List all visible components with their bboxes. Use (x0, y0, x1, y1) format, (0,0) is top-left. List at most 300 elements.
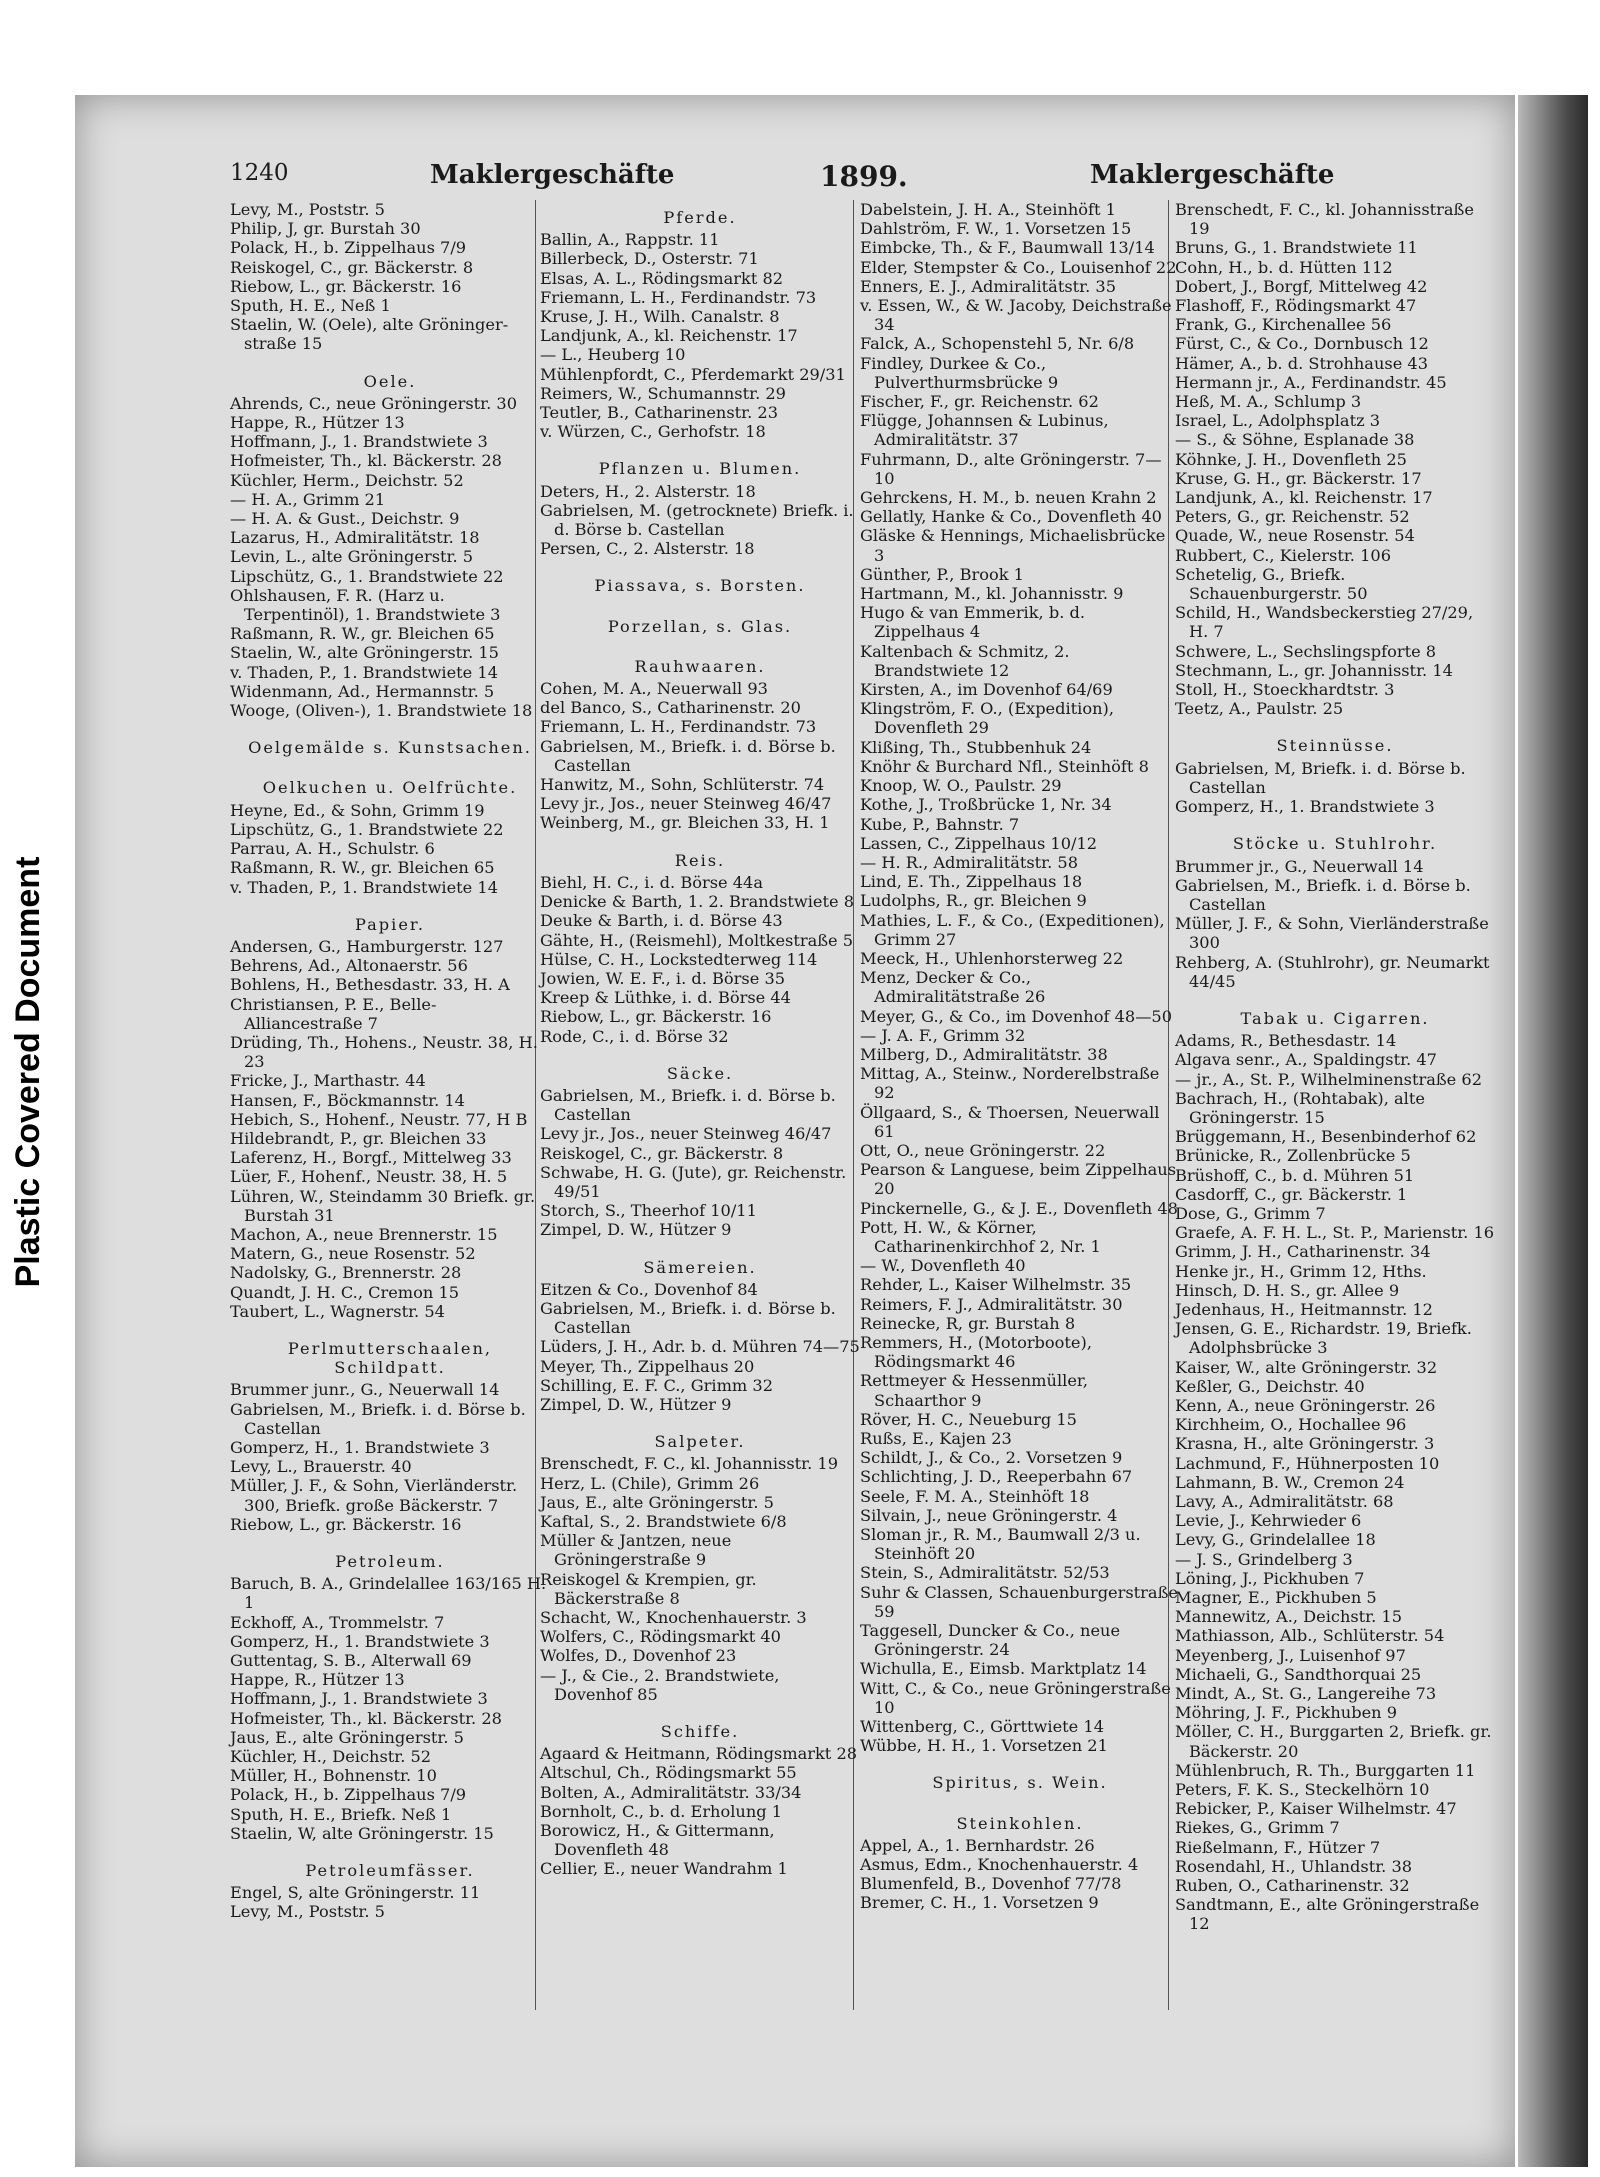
directory-entry: Landjunk, A., kl. Reichenstr. 17 (540, 326, 798, 346)
directory-entry: Remmers, H., (Motorboote), Rödingsmarkt 46 (860, 1332, 1092, 1372)
directory-entry: Seele, F. M. A., Steinhöft 18 (860, 1486, 1090, 1506)
directory-entry: Pott, H. W., & Körner, Catharinenkirchhof 2, Nr. 1 (860, 1217, 1101, 1256)
directory-entry: Möller, C. H., Burggarten 2, Briefk. gr. Bäckerstr. 20 (1175, 1722, 1492, 1761)
section-heading: Petroleumfässer. (305, 1861, 475, 1881)
directory-entry: Brummer junr., G., Neuerwall 14 (230, 1380, 500, 1400)
directory-entry: Elsas, A. L., Rödingsmarkt 82 (540, 268, 784, 288)
directory-entry: Reimers, F. J., Admiralitätstr. 30 (860, 1294, 1123, 1314)
directory-entry: Blumenfeld, B., Dovenhof 77/78 (860, 1874, 1122, 1894)
directory-entry: Mannewitz, A., Deichstr. 15 (1175, 1607, 1403, 1627)
directory-entry: Graefe, A. F. H. L., St. P., Marienstr. 16 (1175, 1223, 1495, 1243)
directory-entry: Falck, A., Schopenstehl 5, Nr. 6/8 (860, 334, 1135, 354)
section-heading: Steinkohlen. (956, 1813, 1084, 1833)
page-number: 1240 (230, 160, 289, 186)
directory-entry: Peters, G., gr. Reichenstr. 52 (1175, 507, 1410, 527)
directory-entry: Stoll, H., Stoeckhardtstr. 3 (1175, 680, 1395, 700)
spacer (230, 720, 550, 730)
directory-entry: Schacht, W., Knochenhauerstr. 3 (540, 1608, 807, 1627)
directory-entry: Schlichting, J. D., Reeperbahn 67 (860, 1467, 1133, 1487)
directory-entry: Reiskogel, C., gr. Bäckerstr. 8 (230, 257, 474, 277)
directory-entry: — H. R., Admiralitätstr. 58 (860, 852, 1079, 872)
directory-entry: Polack, H., b. Zippelhaus 7/9 (230, 1785, 467, 1805)
directory-entry: Levie, J., Kehrwieder 6 (1175, 1511, 1362, 1531)
directory-entry: Kruse, J. H., Wilh. Canalstr. 8 (540, 307, 780, 327)
directory-entry: Brenschedt, F. C., kl. Johannisstraße 19 (1175, 200, 1474, 239)
section-heading: Oelgemälde s. Kunstsachen. (248, 738, 532, 758)
directory-entry: Levin, L., alte Gröningerstr. 5 (230, 547, 474, 567)
directory-entry: Denicke & Barth, 1. 2. Brandstwiete 8 (540, 892, 855, 912)
directory-entry: Zimpel, D. W., Hützer 9 (540, 1220, 732, 1240)
directory-entry: v. Thaden, P., 1. Brandstwiete 14 (230, 877, 499, 897)
directory-entry: Magner, E., Pickhuben 5 (1175, 1588, 1377, 1608)
directory-entry: Mittag, A., Steinw., Norderelbstraße 92 (860, 1064, 1160, 1103)
section-heading: Papier. (354, 914, 426, 934)
directory-entry: Rehder, L., Kaiser Wilhelmstr. 35 (860, 1275, 1132, 1295)
directory-entry: Nadolsky, G., Brennerstr. 28 (230, 1263, 462, 1283)
directory-entry: Adams, R., Bethesdastr. 14 (1175, 1031, 1397, 1051)
directory-entry: Ludolphs, R., gr. Bleichen 9 (860, 891, 1087, 911)
directory-entry: Casdorff, C., gr. Bäckerstr. 1 (1175, 1184, 1408, 1204)
directory-entry: Elder, Stempster & Co., Louisenhof 22 (860, 257, 1177, 277)
directory-entry: Behrens, Ad., Altonaerstr. 56 (230, 956, 468, 976)
directory-entry: Parrau, A. H., Schulstr. 6 (230, 839, 435, 859)
directory-entry: Engel, S, alte Gröningerstr. 11 (230, 1883, 481, 1903)
directory-entry: Machon, A., neue Brennerstr. 15 (230, 1224, 498, 1244)
section-heading: Pferde. (663, 208, 737, 227)
spacer (540, 1046, 860, 1056)
directory-column-2 (540, 200, 860, 1879)
directory-entry: Fricke, J., Marthastr. 44 (230, 1071, 426, 1091)
directory-entry: Krasna, H., alte Gröningerstr. 3 (1175, 1434, 1435, 1454)
directory-entry: Kaftal, S., 2. Brandstwiete 6/8 (540, 1511, 787, 1531)
directory-entry: Levy jr., Jos., neuer Steinweg 46/47 (540, 1124, 832, 1144)
directory-entry: Kruse, G. H., gr. Bäckerstr. 17 (1175, 468, 1422, 488)
directory-entry: v. Würzen, C., Gerhofstr. 18 (540, 422, 766, 442)
section-heading: Oele. (363, 371, 417, 391)
directory-entry: — J. A. F., Grimm 32 (860, 1025, 1026, 1045)
directory-entry: Gomperz, H., 1. Brandstwiete 3 (230, 1437, 490, 1457)
directory-entry: Israel, L., Adolphsplatz 3 (1175, 411, 1381, 431)
spacer (1175, 991, 1495, 1001)
section-heading: Perlmutterschaalen, Schildpatt. (287, 1338, 493, 1378)
section-heading: Spiritus, s. Wein. (932, 1773, 1108, 1793)
directory-entry: Eimbcke, Th., & F., Baumwall 13/14 (860, 238, 1155, 258)
directory-entry: Raßmann, R. W., gr. Bleichen 65 (230, 624, 495, 644)
directory-entry: Müller, J. F., & Sohn, Vierländerstr. 300, Briefk. große Bäckerstr. 7 (230, 1476, 518, 1515)
directory-entry: Frank, G., Kirchenallee 56 (1175, 315, 1392, 335)
directory-entry: Hanwitz, M., Sohn, Schlüterstr. 74 (540, 775, 825, 795)
directory-entry: Levy, M., Poststr. 5 (230, 200, 385, 219)
directory-entry: Lüer, F., Hohenf., Neustr. 38, H. 5 (230, 1167, 508, 1187)
directory-entry: Bachrach, H., (Rohtabak), alte Gröningerstr. 15 (1175, 1088, 1425, 1127)
directory-entry: Staelin, W. (Oele), alte Gröninger-straße 15 (230, 315, 509, 354)
directory-entry: Riebow, L., gr. Bäckerstr. 16 (230, 1514, 462, 1534)
directory-entry: del Banco, S., Catharinenstr. 20 (540, 698, 801, 718)
directory-entry: Michaeli, G., Sandthorquai 25 (1175, 1664, 1422, 1684)
directory-entry: Meyer, G., & Co., im Dovenhof 48—50 (860, 1006, 1172, 1026)
directory-entry: Sputh, H. E., Neß 1 (230, 296, 391, 316)
directory-entry: Gomperz, H., 1. Brandstwiete 3 (230, 1631, 490, 1651)
directory-entry: v. Essen, W., & W. Jacoby, Deichstraße 34 (860, 296, 1172, 335)
directory-entry: Schild, H., Wandsbeckerstieg 27/29, H. 7 (1175, 603, 1474, 642)
section-heading: Schiffe. (660, 1722, 740, 1742)
directory-entry: Brüggemann, H., Besenbinderhof 62 (1175, 1127, 1477, 1147)
directory-entry: Zimpel, D. W., Hützer 9 (540, 1394, 732, 1414)
directory-entry: Laferenz, H., Borgf., Mittelweg 33 (230, 1148, 512, 1168)
section-heading: Porzellan, s. Glas. (607, 616, 793, 636)
directory-entry: — J. S., Grindelberg 3 (1175, 1549, 1353, 1569)
directory-entry: — jr., A., St. P., Wilhelminenstraße 62 (1175, 1069, 1482, 1089)
directory-entry: Borowicz, H., & Gittermann, Dovenfleth 48 (540, 1821, 775, 1860)
directory-entry: Lavy, A., Admiralitätstr. 68 (1175, 1492, 1394, 1511)
directory-entry: Müller, H., Bohnenstr. 10 (230, 1766, 437, 1786)
directory-entry: Schwere, L., Sechslingspforte 8 (1175, 641, 1437, 661)
directory-entry: Hildebrandt, P., gr. Bleichen 33 (230, 1128, 487, 1148)
spacer (540, 1414, 860, 1424)
spine-margin (0, 0, 52, 2177)
directory-entry: Meyer, Th., Zippelhaus 20 (540, 1356, 755, 1376)
directory-entry: Jaus, E., alte Gröningerstr. 5 (230, 1727, 464, 1747)
directory-entry: Hoffmann, J., 1. Brandstwiete 3 (230, 1689, 488, 1709)
directory-entry: Riebow, L., gr. Bäckerstr. 16 (540, 1007, 772, 1027)
directory-entry: Levy, M., Poststr. 5 (230, 1902, 385, 1922)
directory-entry: Rebicker, P., Kaiser Wilhelmstr. 47 (1175, 1799, 1457, 1819)
directory-entry: Lahmann, B. W., Cremon 24 (1175, 1472, 1405, 1492)
section-heading: Säcke. (666, 1063, 734, 1083)
directory-entry: Gläske & Hennings, Michaelisbrücke 3 (860, 526, 1166, 565)
spacer (540, 1240, 860, 1250)
directory-entry: Wittenberg, C., Görttwiete 14 (860, 1717, 1104, 1737)
directory-entry: Hülse, C. H., Lockstedterweg 114 (540, 949, 818, 969)
directory-entry: Röver, H. C., Neueburg 15 (860, 1409, 1077, 1429)
directory-entry: Gabrielsen, M., Briefk. i. d. Börse b. Castellan (540, 1298, 836, 1338)
directory-entry: Billerbeck, D., Osterstr. 71 (540, 249, 759, 269)
directory-entry: Gabrielsen, M, Briefk. i. d. Börse b. Castellan (1175, 758, 1466, 797)
directory-entry: Dabelstein, J. H. A., Steinhöft 1 (860, 200, 1116, 219)
directory-entry: Gehrckens, H. M., b. neuen Krahn 2 (860, 488, 1157, 508)
directory-entry: Happe, R., Hützer 13 (230, 1670, 405, 1690)
directory-entry: Grimm, J. H., Catharinenstr. 34 (1175, 1242, 1431, 1262)
directory-entry: Hofmeister, Th., kl. Bäckerstr. 28 (230, 451, 502, 471)
directory-entry: Lachmund, F., Hühnerposten 10 (1175, 1453, 1440, 1473)
directory-entry: Heß, M. A., Schlump 3 (1175, 392, 1362, 412)
directory-entry: Mindt, A., St. G., Langereihe 73 (1175, 1684, 1437, 1704)
directory-entry: Suhr & Classen, Schauenburgerstraße 59 (860, 1582, 1178, 1621)
directory-entry: Menz, Decker & Co., Admiralitätstraße 26 (860, 968, 1046, 1007)
spacer (230, 1321, 550, 1331)
directory-entry: Hoffmann, J., 1. Brandstwiete 3 (230, 432, 488, 452)
directory-entry: Henke jr., H., Grimm 12, Hths. (1175, 1261, 1427, 1281)
directory-entry: Keßler, G., Deichstr. 40 (1175, 1376, 1365, 1396)
directory-entry: Riebow, L., gr. Bäckerstr. 16 (230, 276, 462, 296)
directory-entry: Storch, S., Theerhof 10/11 (540, 1201, 757, 1221)
directory-entry: Cellier, E., neuer Wandrahm 1 (540, 1859, 788, 1879)
running-year: 1899. (820, 160, 908, 193)
directory-entry: Günther, P., Brook 1 (860, 564, 1024, 584)
directory-entry: Fürst, C., & Co., Dornbusch 12 (1175, 334, 1429, 354)
directory-entry: Lüders, J. H., Adr. b. d. Mühren 74—75 (540, 1337, 860, 1357)
directory-entry: Lipschütz, G., 1. Brandstwiete 22 (230, 566, 504, 586)
directory-entry: Hofmeister, Th., kl. Bäckerstr. 28 (230, 1708, 502, 1728)
directory-entry: Friemann, L. H., Ferdinandstr. 73 (540, 717, 817, 737)
directory-entry: Quade, W., neue Rosenstr. 54 (1175, 526, 1415, 546)
directory-entry: Mühlenpfordt, C., Pferdemarkt 29/31 (540, 364, 846, 384)
directory-entry: Rußs, E., Kajen 23 (860, 1429, 1012, 1448)
directory-entry: Levy, G., Grindelallee 18 (1175, 1530, 1376, 1550)
directory-entry: Brenschedt, F. C., kl. Johannisstr. 19 (540, 1454, 839, 1474)
directory-entry: Hebich, S., Hohenf., Neustr. 77, H B (230, 1109, 528, 1129)
directory-entry: Dahlström, F. W., 1. Vorsetzen 15 (860, 219, 1132, 239)
running-title-left: Maklergeschäfte (430, 160, 675, 190)
directory-entry: Peters, F. K. S., Steckelhörn 10 (1175, 1780, 1430, 1800)
spacer (230, 760, 550, 770)
directory-entry: Algava senr., A., Spaldingstr. 47 (1175, 1050, 1437, 1070)
directory-entry: Bruns, G., 1. Brandstwiete 11 (1175, 238, 1418, 258)
directory-entry: Schilling, E. F. C., Grimm 32 (540, 1375, 774, 1395)
directory-entry: Kirchheim, O., Hochallee 96 (1175, 1415, 1407, 1435)
spacer (540, 558, 860, 568)
running-title-right: Maklergeschäfte (1090, 160, 1335, 190)
directory-entry: Levy, L., Brauerstr. 40 (230, 1457, 412, 1477)
directory-entry: Andersen, G., Hamburgerstr. 127 (230, 936, 504, 956)
directory-entry: Lipschütz, G., 1. Brandstwiete 22 (230, 819, 504, 839)
directory-entry: Deters, H., 2. Alsterstr. 18 (540, 481, 756, 501)
directory-entry: Drüding, Th., Hohens., Neustr. 38, H. 23 (230, 1032, 538, 1072)
directory-entry: Gomperz, H., 1. Brandstwiete 3 (1175, 797, 1435, 817)
directory-entry: Rode, C., i. d. Börse 32 (540, 1026, 729, 1046)
directory-entry: Knöhr & Burchard Nfl., Steinhöft 8 (860, 756, 1149, 776)
directory-entry: Riekes, G., Grimm 7 (1175, 1818, 1340, 1838)
directory-entry: Jensen, G. E., Richardstr. 19, Briefk. Adolphsbrücke 3 (1175, 1319, 1472, 1358)
section-heading: Steinnüsse. (1276, 736, 1394, 756)
section-heading: Rauhwaaren. (634, 656, 766, 676)
directory-entry: Guttentag, S. B., Alterwall 69 (230, 1651, 472, 1671)
directory-entry: Sandtmann, E., alte Gröningerstraße 12 (1175, 1895, 1480, 1934)
directory-entry: Kenn, A., neue Gröningerstr. 26 (1175, 1395, 1436, 1415)
directory-entry: Meeck, H., Uhlenhorsterweg 22 (860, 948, 1124, 968)
directory-entry: Happe, R., Hützer 13 (230, 413, 405, 433)
directory-entry: Witt, C., & Co., neue Gröningerstraße 10 (860, 1678, 1171, 1717)
section-heading: Piassava, s. Borsten. (594, 576, 806, 596)
directory-entry: Schwabe, H. G. (Jute), gr. Reichenstr. 49/51 (540, 1162, 847, 1201)
directory-entry: Jowien, W. E. F., i. d. Börse 35 (540, 968, 786, 988)
directory-entry: v. Thaden, P., 1. Brandstwiete 14 (230, 662, 499, 682)
directory-entry: Reiskogel, C., gr. Bäckerstr. 8 (540, 1143, 784, 1163)
directory-entry: Klißing, Th., Stubbenhuk 24 (860, 737, 1092, 757)
directory-entry: Weinberg, M., gr. Bleichen 33, H. 1 (540, 813, 830, 833)
spacer (540, 639, 860, 649)
directory-entry: Brüshoff, C., b. d. Mühren 51 (1175, 1165, 1415, 1185)
directory-column-4 (1175, 200, 1495, 1934)
directory-entry: — S., & Söhne, Esplanade 38 (1175, 430, 1415, 450)
directory-entry: Quandt, J. H. C., Cremon 15 (230, 1282, 460, 1302)
directory-entry: Dobert, J., Borgf, Mittelweg 42 (1175, 276, 1428, 296)
directory-entry: Cohn, H., b. d. Hütten 112 (1175, 257, 1393, 277)
directory-entry: Kaiser, W., alte Gröningerstr. 32 (1175, 1357, 1438, 1377)
directory-entry: Stechmann, L., gr. Johannisstr. 14 (1175, 660, 1453, 680)
directory-entry: Wolfes, D., Dovenhof 23 (540, 1646, 737, 1666)
directory-entry: Deuke & Barth, i. d. Börse 43 (540, 911, 783, 931)
directory-entry: — H. A., Grimm 21 (230, 489, 386, 509)
directory-entry: Flashoff, F., Rödingsmarkt 47 (1175, 296, 1417, 316)
directory-entry: Kothe, J., Troßbrücke 1, Nr. 34 (860, 795, 1112, 815)
directory-entry: Ohlshausen, F. R. (Harz u. Terpentinöl), 1. Brandstwiete 3 (230, 585, 501, 625)
directory-column-3 (860, 200, 1180, 1913)
directory-entry: Stein, S., Admiralitätstr. 52/53 (860, 1563, 1110, 1583)
directory-entry: Mühlenbruch, R. Th., Burggarten 11 (1175, 1760, 1476, 1780)
directory-entry: Hansen, F., Böckmannstr. 14 (230, 1090, 465, 1110)
directory-entry: Bornholt, C., b. d. Erholung 1 (540, 1801, 783, 1821)
section-heading: Stöcke u. Stuhlrohr. (1232, 834, 1438, 854)
section-heading: Pflanzen u. Blumen. (598, 459, 802, 479)
spacer (860, 1755, 1180, 1765)
directory-entry: Appel, A., 1. Bernhardstr. 26 (860, 1835, 1095, 1855)
directory-entry: Taggesell, Duncker & Co., neue Gröningerstr. 24 (860, 1621, 1121, 1660)
directory-entry: Eckhoff, A., Trommelstr. 7 (230, 1612, 445, 1632)
spacer (230, 1534, 550, 1544)
directory-entry: Persen, C., 2. Alsterstr. 18 (540, 539, 755, 559)
directory-entry: Wooge, (Oliven-), 1. Brandstwiete 18 (230, 701, 533, 721)
directory-entry: Bolten, A., Admiralitätstr. 33/34 (540, 1782, 802, 1802)
directory-entry: Matern, G., neue Rosenstr. 52 (230, 1244, 476, 1264)
directory-entry: Lazarus, H., Admiralitätstr. 18 (230, 528, 480, 548)
directory-entry: Jaus, E., alte Gröningerstr. 5 (540, 1492, 774, 1512)
spacer (860, 1796, 1180, 1806)
directory-entry: Rettmeyer & Hessenmüller, Schaarthor 9 (860, 1371, 1088, 1410)
directory-entry: Meyenberg, J., Luisenhof 97 (1175, 1645, 1406, 1665)
directory-entry: Mathiasson, Alb., Schlüterstr. 54 (1175, 1626, 1445, 1646)
section-heading: Tabak u. Cigarren. (1240, 1008, 1430, 1028)
directory-entry: Pinckernelle, G., & J. E., Dovenfleth 48 (860, 1198, 1178, 1218)
directory-entry: — J., & Cie., 2. Brandstwiete, Dovenhof 85 (540, 1665, 780, 1704)
directory-entry: Cohen, M. A., Neuerwall 93 (540, 679, 768, 699)
directory-entry: Kreep & Lüthke, i. d. Börse 44 (540, 988, 791, 1008)
directory-entry: Fuhrmann, D., alte Gröningerstr. 7—10 (860, 449, 1162, 488)
directory-entry: Ott, O., neue Gröningerstr. 22 (860, 1140, 1106, 1160)
directory-entry: Schetelig, G., Briefk. Schauenburgerstr. 50 (1175, 564, 1368, 604)
section-heading: Sämereien. (643, 1257, 757, 1277)
directory-entry: Jedenhaus, H., Heitmannstr. 12 (1175, 1299, 1433, 1319)
spacer (540, 441, 860, 451)
directory-entry: Kaltenbach & Schmitz, 2. Brandstwiete 12 (860, 641, 1070, 680)
directory-entry: Enners, E. J., Admiralitätstr. 35 (860, 276, 1117, 296)
directory-entry: Milberg, D., Admiralitätstr. 38 (860, 1044, 1108, 1064)
directory-entry: Lühren, W., Steindamm 30 Briefk. gr. Burstah 31 (230, 1186, 536, 1225)
spacer (230, 897, 550, 907)
directory-entry: Klingström, F. O., (Expedition), Dovenfleth 29 (860, 699, 1114, 738)
directory-entry: Rehberg, A. (Stuhlrohr), gr. Neumarkt 44/45 (1175, 952, 1490, 991)
section-heading: Reis. (674, 850, 726, 870)
directory-entry: Kirsten, A., im Dovenhof 64/69 (860, 680, 1113, 700)
directory-entry: Knoop, W. O., Paulstr. 29 (860, 776, 1062, 796)
directory-entry: Sloman jr., R. M., Baumwall 2/3 u. Steinhöft 20 (860, 1525, 1141, 1564)
directory-entry: Findley, Durkee & Co., Pulverthurmsbrücke 9 (860, 353, 1059, 392)
directory-entry: Hinsch, D. H. S., gr. Allee 9 (1175, 1280, 1400, 1300)
directory-entry: Reimers, W., Schumannstr. 29 (540, 383, 786, 403)
directory-entry: Möhring, J. F., Pickhuben 9 (1175, 1703, 1398, 1723)
directory-entry: Gabrielsen, M., Briefk. i. d. Börse b. Castellan (540, 736, 836, 775)
directory-entry: Hermann jr., A., Ferdinandstr. 45 (1175, 372, 1447, 392)
directory-entry: Agaard & Heitmann, Rödingsmarkt 28 (540, 1744, 858, 1764)
section-heading: Oelkuchen u. Oelfrüchte. (262, 778, 518, 798)
directory-entry: Sputh, H. E., Briefk. Neß 1 (230, 1804, 452, 1824)
spacer (540, 1704, 860, 1714)
spacer (540, 833, 860, 843)
page-edge-shadow (1518, 95, 1588, 2167)
directory-entry: Teutler, B., Catharinenstr. 23 (540, 403, 779, 423)
section-heading: Salpeter. (654, 1432, 746, 1452)
directory-entry: Gabrielsen, M., Briefk. i. d. Börse b. Castellan (1175, 875, 1471, 914)
directory-entry: Silvain, J., neue Gröningerstr. 4 (860, 1505, 1118, 1525)
directory-entry: Friemann, L. H., Ferdinandstr. 73 (540, 287, 817, 307)
directory-entry: Ballin, A., Rappstr. 11 (540, 230, 720, 250)
directory-entry: Wolfers, C., Rödingsmarkt 40 (540, 1627, 781, 1647)
directory-entry: Hämer, A., b. d. Strohhause 43 (1175, 353, 1429, 373)
directory-entry: Gellatly, Hanke & Co., Dovenfleth 40 (860, 507, 1162, 527)
directory-entry: Philip, J, gr. Burstah 30 (230, 219, 421, 239)
directory-entry: Küchler, H., Deichstr. 52 (230, 1747, 432, 1767)
directory-entry: Pearson & Languese, beim Zippelhaus 20 (860, 1160, 1177, 1199)
directory-entry: Baruch, B. A., Grindelallee 163/165 H. 1 (230, 1574, 547, 1613)
directory-entry: Wichulla, E., Eimsb. Marktplatz 14 (860, 1659, 1147, 1679)
directory-entry: Landjunk, A., kl. Reichenstr. 17 (1175, 488, 1433, 508)
directory-entry: Gabrielsen, M., Briefk. i. d. Börse b. Castellan (230, 1399, 526, 1438)
directory-entry: Fischer, F., gr. Reichenstr. 62 (860, 392, 1099, 412)
directory-entry: Levy jr., Jos., neuer Steinweg 46/47 (540, 794, 832, 814)
directory-entry: Rießelmann, F., Hützer 7 (1175, 1837, 1381, 1857)
directory-entry: Öllgaard, S., & Thoersen, Neuerwall 61 (860, 1102, 1160, 1141)
directory-entry: Flügge, Johannsen & Lubinus, Admiralitätstr. 37 (860, 411, 1109, 450)
directory-entry: Gabrielsen, M. (getrocknete) Briefk. i. d. Börse b. Castellan (540, 500, 854, 540)
directory-entry: Widenmann, Ad., Hermannstr. 5 (230, 681, 495, 701)
directory-entry: Hartmann, M., kl. Johannisstr. 9 (860, 584, 1124, 604)
directory-entry: Kube, P., Bahnstr. 7 (860, 814, 1020, 834)
directory-entry: Reinecke, R, gr. Burstah 8 (860, 1313, 1076, 1333)
spacer (540, 599, 860, 609)
directory-entry: Brünicke, R., Zollenbrücke 5 (1175, 1146, 1411, 1166)
directory-entry: Rosendahl, H., Uhlandstr. 38 (1175, 1856, 1413, 1876)
directory-entry: Lassen, C., Zippelhaus 10/12 (860, 833, 1098, 853)
directory-entry: Gabrielsen, M., Briefk. i. d. Börse b. Castellan (540, 1085, 836, 1125)
directory-entry: Wübbe, H. H., 1. Vorsetzen 21 (860, 1736, 1108, 1756)
directory-entry: — H. A. & Gust., Deichstr. 9 (230, 509, 460, 529)
directory-entry: Biehl, H. C., i. d. Börse 44a (540, 872, 763, 892)
directory-entry: Hugo & van Emmerik, b. d. Zippelhaus 4 (860, 603, 1085, 642)
directory-entry: Reiskogel & Krempien, gr. Bäckerstraße 8 (540, 1569, 757, 1608)
directory-entry: Dose, G., Grimm 7 (1175, 1203, 1326, 1223)
directory-entry: Eitzen & Co., Dovenhof 84 (540, 1279, 758, 1299)
directory-entry: Ruben, O., Catharinenstr. 32 (1175, 1876, 1410, 1896)
directory-entry: Mathies, L. F., & Co., (Expeditionen), Grimm 27 (860, 910, 1165, 949)
spacer (1175, 718, 1495, 728)
directory-entry: Staelin, W., alte Gröningerstr. 15 (230, 643, 499, 663)
directory-entry: Lind, E. Th., Zippelhaus 18 (860, 872, 1083, 892)
directory-entry: Staelin, W, alte Gröningerstr. 15 (230, 1823, 494, 1843)
directory-entry: Schildt, J., & Co., 2. Vorsetzen 9 (860, 1448, 1123, 1468)
directory-entry: Bohlens, H., Bethesdastr. 33, H. A (230, 975, 510, 995)
directory-entry: Asmus, Edm., Knochenhauerstr. 4 (860, 1855, 1139, 1875)
directory-column-1 (230, 200, 550, 1922)
page-header (230, 160, 1335, 202)
directory-entry: — W., Dovenfleth 40 (860, 1256, 1026, 1276)
spacer (230, 354, 550, 364)
directory-entry: Teetz, A., Paulstr. 25 (1175, 699, 1344, 719)
directory-entry: Altschul, Ch., Rödingsmarkt 55 (540, 1763, 797, 1783)
directory-entry: Brummer jr., G., Neuerwall 14 (1175, 856, 1424, 876)
spacer (230, 1843, 550, 1853)
directory-entry: Heyne, Ed., & Sohn, Grimm 19 (230, 800, 485, 820)
spine-label: Plastic Covered Document (9, 856, 47, 1288)
